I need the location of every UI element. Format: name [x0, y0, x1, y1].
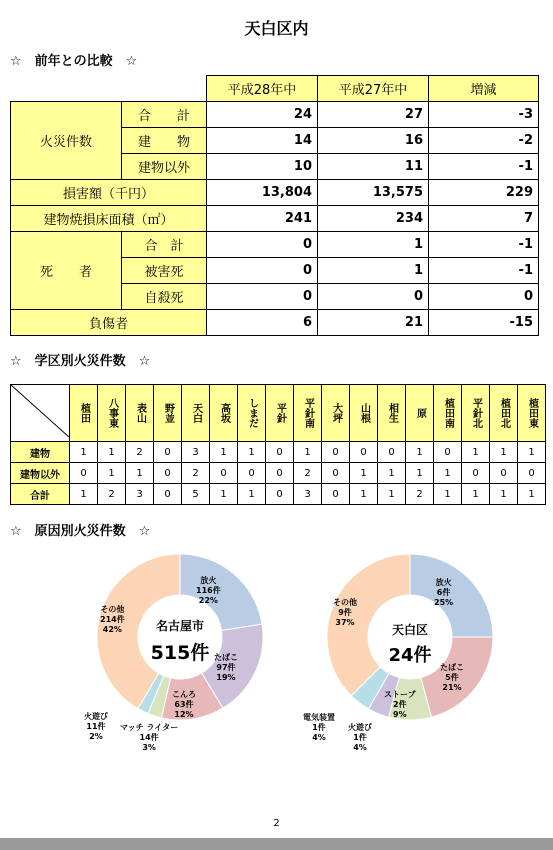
- cell-value: 1: [98, 442, 126, 463]
- cell-value: 0: [429, 284, 539, 310]
- slice-label: こんろ 63件 12%: [172, 690, 196, 719]
- cell-value: 27: [318, 102, 429, 128]
- cell-value: 1: [210, 442, 238, 463]
- cell-value: 0: [318, 284, 429, 310]
- cell-value: 1: [350, 463, 378, 484]
- cell-value: 0: [350, 442, 378, 463]
- death-label: 死 者: [11, 232, 122, 310]
- cell-value: 1: [318, 232, 429, 258]
- comparison-table: [10, 75, 539, 336]
- cell-value: 229: [429, 180, 539, 206]
- cell-value: 1: [434, 484, 462, 505]
- cell-value: 0: [266, 442, 294, 463]
- column-header: 植田: [70, 385, 98, 442]
- column-header: 大坪: [322, 385, 350, 442]
- cell-value: -1: [429, 232, 539, 258]
- cell-value: 1: [98, 463, 126, 484]
- cell-value: 1: [238, 442, 266, 463]
- cell-value: -15: [429, 310, 539, 336]
- column-header: 平針: [266, 385, 294, 442]
- cell-value: 1: [490, 484, 518, 505]
- pie-title: 名古屋市: [155, 619, 204, 633]
- column-header: 相生: [378, 385, 406, 442]
- row-label: 自殺死: [122, 284, 207, 310]
- cell-value: 1: [210, 484, 238, 505]
- cell-value: 0: [207, 258, 318, 284]
- table-row: [11, 76, 539, 102]
- column-header: 平針南: [294, 385, 322, 442]
- slice-label: 火遊び 1件 4%: [348, 723, 372, 752]
- table-row: [11, 484, 546, 505]
- row-label: 建物以外: [122, 154, 207, 180]
- cell-value: 6: [207, 310, 318, 336]
- slice-label: その他 9件 37%: [333, 598, 357, 627]
- cell-value: 5: [182, 484, 210, 505]
- cell-value: 0: [518, 463, 546, 484]
- cell-value: 0: [154, 463, 182, 484]
- cell-value: 1: [70, 442, 98, 463]
- cell-value: 1: [490, 442, 518, 463]
- diagonal-line: [11, 385, 69, 437]
- column-header: 八事東: [98, 385, 126, 442]
- footer-bar: [0, 838, 553, 850]
- cell-value: 0: [322, 484, 350, 505]
- row-label: 合 計: [122, 232, 207, 258]
- table-row: [11, 442, 546, 463]
- column-header: 原: [406, 385, 434, 442]
- slice-label: 放火 6件 25%: [434, 578, 454, 607]
- district-table: [10, 384, 546, 505]
- header-change: 増減: [429, 76, 539, 102]
- cell-value: 3: [294, 484, 322, 505]
- cell-value: 1: [238, 484, 266, 505]
- slice-label: 火遊び 11件 2%: [84, 712, 108, 741]
- section-heading-district: ☆ 学区別火災件数 ☆: [10, 354, 151, 369]
- cell-value: 1: [462, 442, 490, 463]
- table-row: [11, 463, 546, 484]
- page-title: 天白区内: [244, 19, 309, 38]
- cell-value: 2: [406, 484, 434, 505]
- cell-value: 24: [207, 102, 318, 128]
- table-row: [11, 310, 539, 336]
- row-label: 合 計: [122, 102, 207, 128]
- row-label: 建物: [11, 442, 70, 463]
- table-corner: [11, 76, 207, 102]
- section-heading-comparison: ☆ 前年との比較 ☆: [10, 54, 138, 69]
- cell-value: 21: [318, 310, 429, 336]
- cell-value: 0: [207, 284, 318, 310]
- cell-value: 1: [406, 463, 434, 484]
- column-header: 天白: [182, 385, 210, 442]
- cell-value: 0: [322, 463, 350, 484]
- slice-label: たばこ 97件 19%: [214, 653, 238, 682]
- cell-value: 0: [378, 442, 406, 463]
- cell-value: -3: [429, 102, 539, 128]
- cell-value: 0: [266, 484, 294, 505]
- cell-value: 7: [429, 206, 539, 232]
- pie-center-tenpaku: [370, 621, 450, 667]
- table-row: [11, 180, 539, 206]
- cell-value: 3: [182, 442, 210, 463]
- cell-value: 0: [154, 484, 182, 505]
- cell-value: 1: [518, 442, 546, 463]
- table-corner: [11, 385, 70, 442]
- cell-value: 3: [126, 484, 154, 505]
- cell-value: 1: [126, 463, 154, 484]
- table-row: [11, 385, 546, 442]
- column-header: 野並: [154, 385, 182, 442]
- row-label: 負傷者: [11, 310, 207, 336]
- cell-value: 0: [154, 442, 182, 463]
- cell-value: -2: [429, 128, 539, 154]
- cell-value: 2: [126, 442, 154, 463]
- cell-value: 2: [294, 463, 322, 484]
- slice-label: 放火 116件 22%: [196, 576, 221, 605]
- cell-value: 234: [318, 206, 429, 232]
- column-header: しまだ: [238, 385, 266, 442]
- cell-value: 13,575: [318, 180, 429, 206]
- column-header: 植田北: [490, 385, 518, 442]
- cell-value: 0: [322, 442, 350, 463]
- cell-value: 1: [378, 463, 406, 484]
- slice-label: たばこ 5件 21%: [440, 663, 464, 692]
- section-heading-causes: ☆ 原因別火災件数 ☆: [10, 524, 151, 539]
- slice-label: マッチ ライター 14件 3%: [120, 723, 179, 752]
- cell-value: 16: [318, 128, 429, 154]
- cell-value: 0: [266, 463, 294, 484]
- cell-value: 0: [70, 463, 98, 484]
- fire-count-label: 火災件数: [11, 102, 122, 180]
- cell-value: 1: [350, 484, 378, 505]
- row-label: 建物焼損床面積（㎡）: [11, 206, 207, 232]
- cell-value: 1: [318, 258, 429, 284]
- header-2015: 平成27年中: [318, 76, 429, 102]
- column-header: 山根: [350, 385, 378, 442]
- slice-label: 電気装置 1件 4%: [303, 713, 335, 742]
- cell-value: 1: [462, 484, 490, 505]
- table-row: [11, 232, 539, 258]
- cell-value: -1: [429, 154, 539, 180]
- page-number: 2: [273, 818, 280, 829]
- cell-value: 0: [434, 442, 462, 463]
- table-row: [11, 206, 539, 232]
- slice-label: ストーブ 2件 9%: [384, 690, 416, 719]
- column-header: 植田東: [518, 385, 546, 442]
- cell-value: 1: [378, 484, 406, 505]
- cell-value: 1: [406, 442, 434, 463]
- row-label: 建物以外: [11, 463, 70, 484]
- row-label: 合計: [11, 484, 70, 505]
- column-header: 高坂: [210, 385, 238, 442]
- pie-title: 天白区: [391, 623, 428, 637]
- column-header: 平針北: [462, 385, 490, 442]
- pie-center-nagoya: [140, 617, 220, 665]
- cell-value: 241: [207, 206, 318, 232]
- header-2016: 平成28年中: [207, 76, 318, 102]
- cell-value: 1: [434, 463, 462, 484]
- cell-value: 14: [207, 128, 318, 154]
- cell-value: 13,804: [207, 180, 318, 206]
- row-label: 被害死: [122, 258, 207, 284]
- cell-value: 2: [182, 463, 210, 484]
- column-header: 表山: [126, 385, 154, 442]
- cell-value: 11: [318, 154, 429, 180]
- cell-value: 0: [238, 463, 266, 484]
- pie-total: 24件: [388, 645, 432, 666]
- cell-value: 0: [490, 463, 518, 484]
- cell-value: 10: [207, 154, 318, 180]
- row-label: 建 物: [122, 128, 207, 154]
- cell-value: 1: [294, 442, 322, 463]
- cell-value: 0: [207, 232, 318, 258]
- table-row: [11, 102, 539, 128]
- row-label: 損害額（千円）: [11, 180, 207, 206]
- cell-value: 1: [518, 484, 546, 505]
- pie-total: 515件: [150, 642, 210, 664]
- column-header: 植田南: [434, 385, 462, 442]
- cell-value: -1: [429, 258, 539, 284]
- cell-value: 0: [462, 463, 490, 484]
- slice-label: その他 214件 42%: [100, 605, 125, 634]
- cell-value: 1: [70, 484, 98, 505]
- cell-value: 2: [98, 484, 126, 505]
- cell-value: 0: [210, 463, 238, 484]
